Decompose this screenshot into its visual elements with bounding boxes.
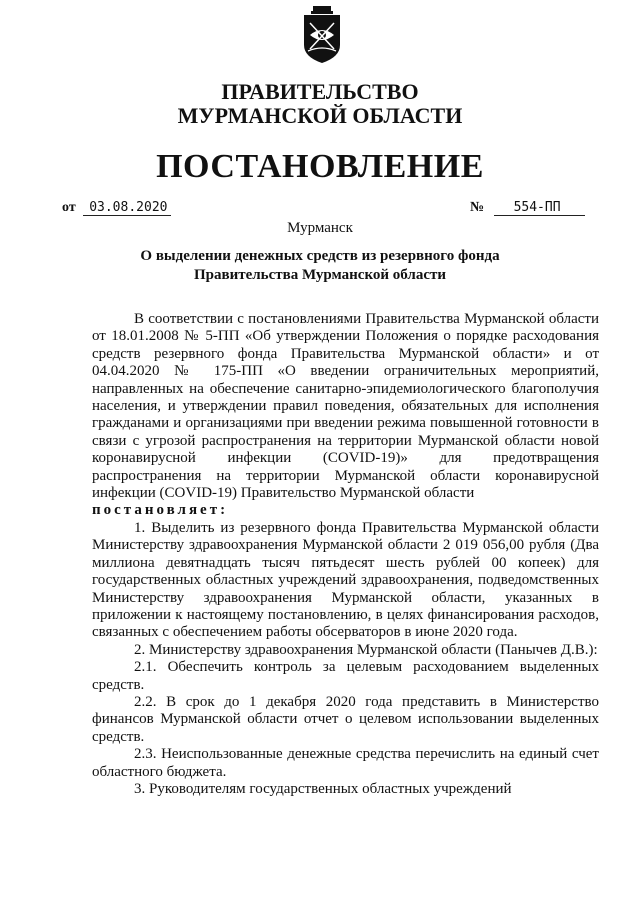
date-line — [62, 200, 171, 216]
paragraph-1: 1. Выделить из резервного фонда Правительства Мурманской области Министерству здравоохранения Мурманской области 2 019 056,00 рубля (Два миллиона девятнадцать тысяч пятьдесят шесть рублей 00 копеек) для государственных областных учреждений здравоохранения, подведомственных Министерству здравоохранения Мурманской области, указанных в приложении к настоящему постановлению, в целях финансирования расходов, связанных с обеспечением работы обсерваторов в июне 2020 года. — [92, 519, 599, 641]
preamble-paragraph: В соответствии с постановлениями Правительства Мурманской области от 18.01.2008 № 5-ПП «Об утверждении Положения о порядке расходования средств резервного фонда Правительства Мурманской области» и от 04.04.2020 № 175-ПП «О введении ограничительных мероприятий, направленных на обеспечение санитарно-эпидемиологического благополучия населения, и утверждении правил поведения, обязательных для исполнения гражданами и организациями при введении режима повышенной готовности в связи с угрозой распространения на территории Мурманской области новой коронавирусной инфекции (COVID-19)» для предотвращения распространения на территории Мурманской области коронавирусной инфекции (COVID-19) Правительство Мурманской области — [92, 311, 599, 502]
city: Мурманск — [287, 220, 353, 236]
paragraph-2: 2. Министерству здравоохранения Мурманской области (Панычев Д.В.): — [134, 641, 598, 658]
paragraph-2-3: 2.3. Неиспользованные денежные средства перечислить на единый счет областного бюджета. — [92, 746, 599, 780]
paragraph-2-2: 2.2. В срок до 1 декабря 2020 года представить в Министерство финансов Мурманской области отчет о целевом использовании выделенных средств. — [92, 693, 599, 745]
government-title-line1: ПРАВИТЕЛЬСТВО — [221, 79, 419, 104]
date-label: от — [62, 200, 76, 215]
number-label: № — [470, 200, 485, 215]
subject-line1: О выделении денежных средств из резервного фонда — [140, 248, 500, 264]
number-line — [470, 200, 585, 216]
number-value: 554-ПП — [494, 200, 585, 216]
coat-of-arms-icon — [300, 5, 344, 65]
resolves-word: постановляет: — [92, 502, 229, 519]
government-title-line2: МУРМАНСКОЙ ОБЛАСТИ — [177, 103, 463, 128]
document-subject — [0, 247, 640, 285]
paragraph-3: 3. Руководителям государственных областных учреждений — [134, 780, 512, 797]
document-body — [92, 311, 599, 798]
document-type: ПОСТАНОВЛЕНИЕ — [156, 148, 484, 185]
paragraph-2-1: 2.1. Обеспечить контроль за целевым расходованием выделенных средств. — [92, 659, 599, 693]
date-value: 03.08.2020 — [83, 200, 171, 216]
subject-line2: Правительства Мурманской области — [193, 267, 447, 283]
